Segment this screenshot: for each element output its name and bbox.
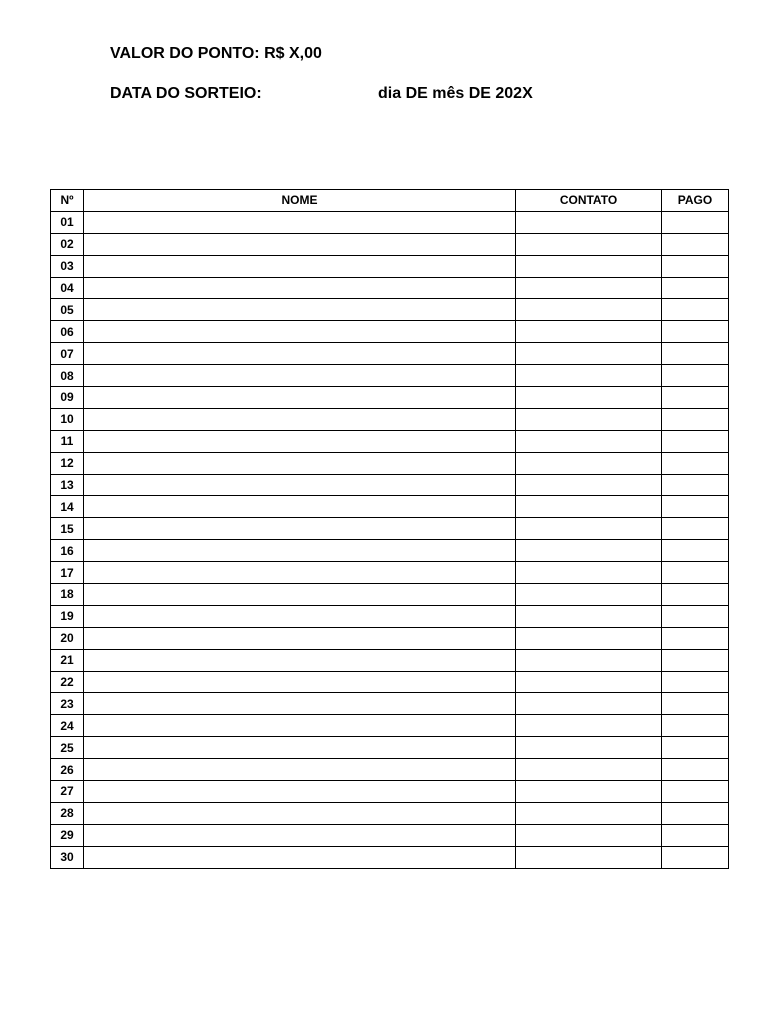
pago-cell[interactable] (662, 408, 729, 430)
nome-cell[interactable] (84, 846, 516, 868)
table-row (51, 452, 729, 474)
row-number: 25 (51, 737, 84, 759)
contato-cell[interactable] (516, 737, 662, 759)
table-row (51, 430, 729, 452)
contato-cell[interactable] (516, 452, 662, 474)
pago-cell[interactable] (662, 474, 729, 496)
pago-cell[interactable] (662, 759, 729, 781)
pago-cell[interactable] (662, 321, 729, 343)
nome-cell[interactable] (84, 540, 516, 562)
nome-cell[interactable] (84, 299, 516, 321)
pago-cell[interactable] (662, 802, 729, 824)
contato-cell[interactable] (516, 408, 662, 430)
nome-cell[interactable] (84, 343, 516, 365)
table-row (51, 693, 729, 715)
pago-cell[interactable] (662, 518, 729, 540)
table-row (51, 518, 729, 540)
table-row (51, 715, 729, 737)
pago-cell[interactable] (662, 233, 729, 255)
contato-cell[interactable] (516, 540, 662, 562)
contato-cell[interactable] (516, 846, 662, 868)
table-row (51, 408, 729, 430)
table-row (51, 277, 729, 299)
row-number: 19 (51, 605, 84, 627)
contato-cell[interactable] (516, 649, 662, 671)
table-row (51, 211, 729, 233)
contato-cell[interactable] (516, 474, 662, 496)
pago-cell[interactable] (662, 562, 729, 584)
table-row (51, 321, 729, 343)
row-number: 20 (51, 627, 84, 649)
table-row (51, 255, 729, 277)
table-row (51, 474, 729, 496)
row-number: 21 (51, 649, 84, 671)
row-number: 03 (51, 255, 84, 277)
pago-cell[interactable] (662, 277, 729, 299)
row-number: 15 (51, 518, 84, 540)
pago-cell[interactable] (662, 715, 729, 737)
pago-cell[interactable] (662, 496, 729, 518)
pago-cell[interactable] (662, 584, 729, 606)
contato-cell[interactable] (516, 518, 662, 540)
pago-cell[interactable] (662, 430, 729, 452)
nome-cell[interactable] (84, 737, 516, 759)
table-row (51, 562, 729, 584)
contato-cell[interactable] (516, 299, 662, 321)
table-row (51, 781, 729, 803)
row-number: 16 (51, 540, 84, 562)
row-number: 17 (51, 562, 84, 584)
table-row (51, 824, 729, 846)
column-header-contato: CONTATO (516, 190, 662, 212)
contato-cell[interactable] (516, 387, 662, 409)
nome-cell[interactable] (84, 627, 516, 649)
column-header-numero: Nº (51, 190, 84, 212)
row-number: 04 (51, 277, 84, 299)
nome-cell[interactable] (84, 496, 516, 518)
pago-cell[interactable] (662, 255, 729, 277)
pago-cell[interactable] (662, 365, 729, 387)
data-do-sorteio-value: dia DE mês DE 202X (378, 85, 533, 102)
row-number: 10 (51, 408, 84, 430)
table-row (51, 627, 729, 649)
row-number: 26 (51, 759, 84, 781)
row-number: 06 (51, 321, 84, 343)
contato-cell[interactable] (516, 430, 662, 452)
raffle-table (50, 189, 729, 869)
nome-cell[interactable] (84, 277, 516, 299)
table-row (51, 802, 729, 824)
column-header-pago: PAGO (662, 190, 729, 212)
row-number: 12 (51, 452, 84, 474)
valor-do-ponto-heading: VALOR DO PONTO: R$ X,00 (110, 45, 322, 62)
table-row (51, 233, 729, 255)
row-number: 22 (51, 671, 84, 693)
table-row (51, 343, 729, 365)
contato-cell[interactable] (516, 627, 662, 649)
row-number: 24 (51, 715, 84, 737)
contato-cell[interactable] (516, 233, 662, 255)
pago-cell[interactable] (662, 605, 729, 627)
nome-cell[interactable] (84, 671, 516, 693)
contato-cell[interactable] (516, 671, 662, 693)
contato-cell[interactable] (516, 715, 662, 737)
pago-cell[interactable] (662, 540, 729, 562)
nome-cell[interactable] (84, 693, 516, 715)
row-number: 09 (51, 387, 84, 409)
row-number: 13 (51, 474, 84, 496)
row-number: 05 (51, 299, 84, 321)
table-row (51, 540, 729, 562)
pago-cell[interactable] (662, 846, 729, 868)
row-number: 14 (51, 496, 84, 518)
contato-cell[interactable] (516, 584, 662, 606)
contato-cell[interactable] (516, 365, 662, 387)
table-row (51, 846, 729, 868)
row-number: 29 (51, 824, 84, 846)
pago-cell[interactable] (662, 671, 729, 693)
nome-cell[interactable] (84, 649, 516, 671)
nome-cell[interactable] (84, 321, 516, 343)
contato-cell[interactable] (516, 321, 662, 343)
table-row (51, 299, 729, 321)
nome-cell[interactable] (84, 452, 516, 474)
row-number: 01 (51, 211, 84, 233)
nome-cell[interactable] (84, 518, 516, 540)
nome-cell[interactable] (84, 365, 516, 387)
row-number: 08 (51, 365, 84, 387)
nome-cell[interactable] (84, 759, 516, 781)
nome-cell[interactable] (84, 824, 516, 846)
nome-cell[interactable] (84, 233, 516, 255)
row-number: 27 (51, 781, 84, 803)
column-header-nome: NOME (84, 190, 516, 212)
table-row (51, 671, 729, 693)
contato-cell[interactable] (516, 211, 662, 233)
nome-cell[interactable] (84, 408, 516, 430)
nome-cell[interactable] (84, 211, 516, 233)
nome-cell[interactable] (84, 255, 516, 277)
nome-cell[interactable] (84, 562, 516, 584)
contato-cell[interactable] (516, 824, 662, 846)
row-number: 02 (51, 233, 84, 255)
row-number: 07 (51, 343, 84, 365)
nome-cell[interactable] (84, 802, 516, 824)
contato-cell[interactable] (516, 802, 662, 824)
nome-cell[interactable] (84, 430, 516, 452)
row-number: 30 (51, 846, 84, 868)
pago-cell[interactable] (662, 387, 729, 409)
table-row (51, 649, 729, 671)
pago-cell[interactable] (662, 824, 729, 846)
table-row (51, 584, 729, 606)
nome-cell[interactable] (84, 781, 516, 803)
pago-cell[interactable] (662, 649, 729, 671)
pago-cell[interactable] (662, 299, 729, 321)
contato-cell[interactable] (516, 343, 662, 365)
pago-cell[interactable] (662, 627, 729, 649)
pago-cell[interactable] (662, 343, 729, 365)
nome-cell[interactable] (84, 715, 516, 737)
row-number: 11 (51, 430, 84, 452)
pago-cell[interactable] (662, 452, 729, 474)
contato-cell[interactable] (516, 759, 662, 781)
pago-cell[interactable] (662, 693, 729, 715)
nome-cell[interactable] (84, 387, 516, 409)
contato-cell[interactable] (516, 496, 662, 518)
pago-cell[interactable] (662, 781, 729, 803)
table-row (51, 496, 729, 518)
table-row (51, 737, 729, 759)
contato-cell[interactable] (516, 693, 662, 715)
nome-cell[interactable] (84, 474, 516, 496)
contato-cell[interactable] (516, 562, 662, 584)
table-header-row (51, 190, 729, 212)
data-do-sorteio-label: DATA DO SORTEIO: (110, 85, 262, 102)
row-number: 18 (51, 584, 84, 606)
table-row (51, 365, 729, 387)
contato-cell[interactable] (516, 277, 662, 299)
pago-cell[interactable] (662, 211, 729, 233)
table-row (51, 387, 729, 409)
contato-cell[interactable] (516, 605, 662, 627)
contato-cell[interactable] (516, 781, 662, 803)
row-number: 28 (51, 802, 84, 824)
table-row (51, 759, 729, 781)
table-row (51, 605, 729, 627)
nome-cell[interactable] (84, 605, 516, 627)
row-number: 23 (51, 693, 84, 715)
contato-cell[interactable] (516, 255, 662, 277)
nome-cell[interactable] (84, 584, 516, 606)
pago-cell[interactable] (662, 737, 729, 759)
